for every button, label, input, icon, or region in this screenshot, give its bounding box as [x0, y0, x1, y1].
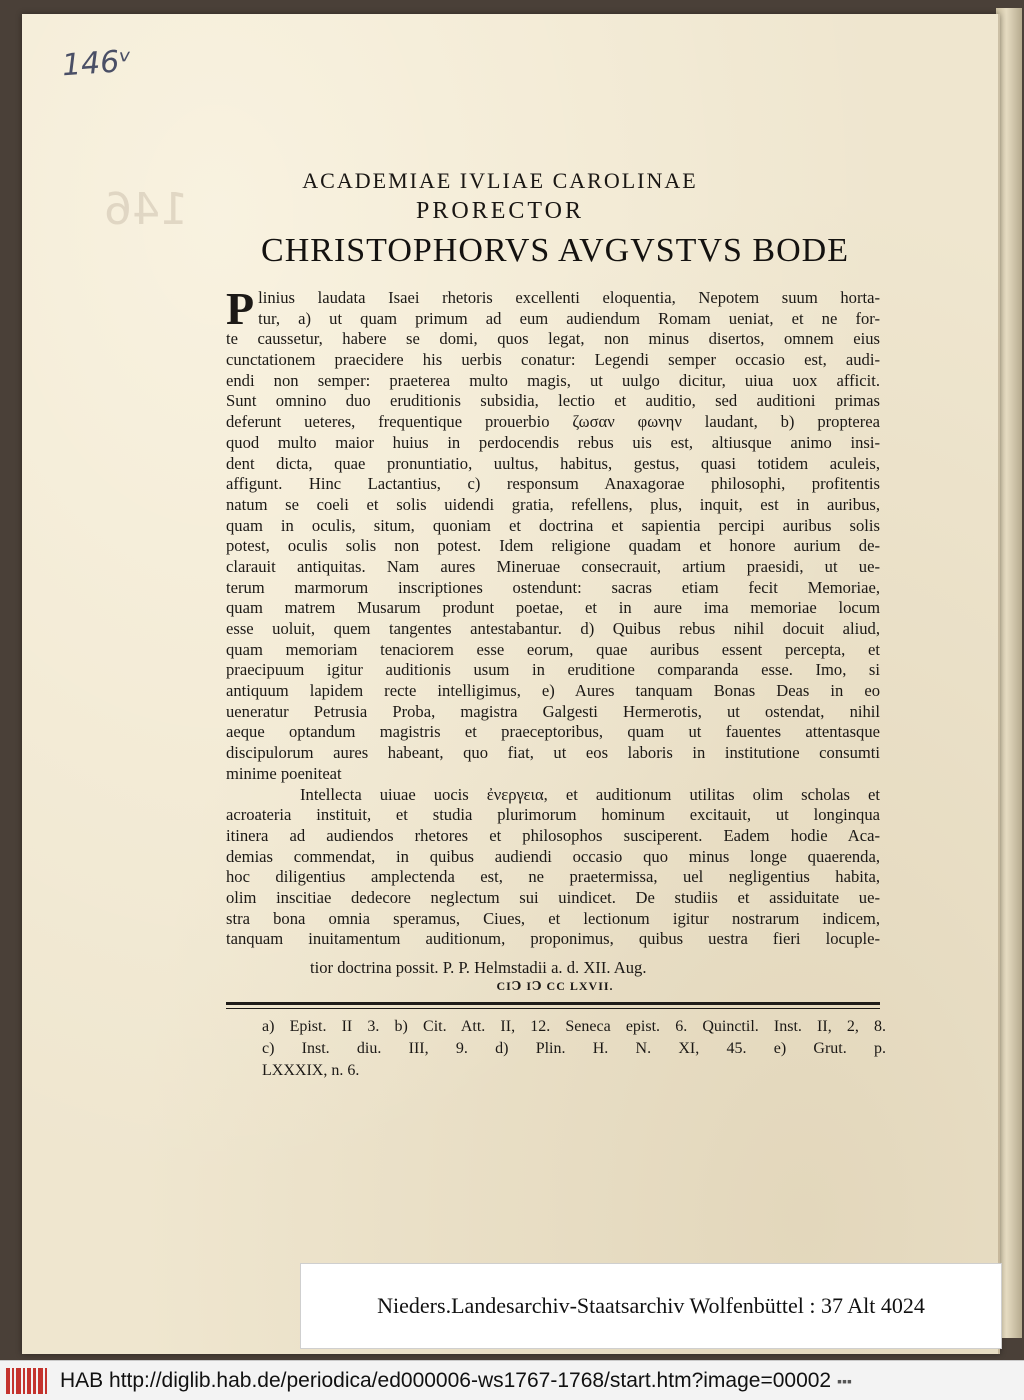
body-line: ueneratur Petrusia Proba, magistra Galgesti Hermerotis, ut ostendat, nihil: [226, 701, 880, 721]
body-line: quam in oculis, situm, quoniam et doctrina et sapientia percipi auribus solis: [226, 515, 880, 535]
handwritten-folio-number: 146ᵛ: [60, 43, 133, 84]
body-line: cunctationem praecidere his uerbis conatur: Legendi semper occasio est, audi-: [226, 350, 880, 370]
body-line: Intellecta uiuae uocis ἐνεργεια, et auditionum utilitas olim scholas et: [300, 784, 880, 804]
archive-label: Nieders.Landesarchiv-Staatsarchiv Wolfenbüttel : 37 Alt 4024: [300, 1263, 1002, 1349]
body-line: natum se coeli et solis uidendi gratia, refellens, plus, inquit, est in auribus,: [226, 494, 880, 514]
body-line: tanquam inuitamentum auditionum, proponimus, quibus uestra fieri locuple-: [226, 929, 880, 949]
body-line: praecipuum igitur auditionis usum in eruditione comparanda esse. Imo, si: [226, 660, 880, 680]
heading-academy: ACADEMIAE IVLIAE CAROLINAE: [302, 168, 698, 193]
body-line: quam memoriam tenaciorem esse eorum, quae auribus essent percepta, et: [226, 639, 880, 659]
footnote-rule-thin: [226, 1008, 880, 1009]
source-url-link[interactable]: HAB http://diglib.hab.de/periodica/ed000006-ws1767-1768/start.htm?image=00002: [60, 1368, 832, 1392]
heading-name: CHRISTOPHORVS AVGVSTVS BODE: [261, 232, 849, 269]
body-text: [226, 283, 880, 950]
body-line: tur, a) ut quam primum ad eum audiendum Romam ueniat, et ne for-: [258, 308, 880, 328]
body-line: aeque optandum magistris et praeceptoribus, quam ut fauentes attentasque: [226, 722, 880, 742]
body-line: te caussetur, habere se domi, quos legat, non minus disertos, omnem eius: [226, 329, 880, 349]
body-line: linius laudata Isaei rhetoris excellenti eloquentia, Nepotem suum horta-: [258, 288, 880, 307]
body-line: affigunt. Hinc Lactantius, c) responsum Anaxagorae philosophi, profitentis: [226, 474, 880, 494]
drop-cap: P: [226, 283, 255, 334]
body-line: esse uoluit, quem tangentes antestabantur. d) Quibus rebus nihil docuit aliud,: [226, 619, 880, 638]
hab-logo-icon: [6, 1368, 52, 1394]
year-roman: CIↃ IↃ CC LXVII.: [496, 979, 614, 993]
more-icon[interactable]: ▪▪▪: [837, 1372, 852, 1389]
body-line: dent dicta, quae pronuntiatio, uultus, habitus, gestus, quasi totidem aculeis,: [226, 453, 880, 473]
body-line: demias commendat, in quibus audiendi occasio quo minus longe quaerenda,: [226, 846, 880, 866]
heading-prorector: PRORECTOR: [416, 198, 584, 224]
body-line: Sunt omnino duo eruditionis subsidia, lectio et auditio, sed auditioni primas: [226, 391, 880, 411]
body-line: clarauit antiquitas. Nam aures Mineruae consecrauit, artium praesidi, ut ue-: [226, 556, 880, 576]
body-line: itinera ad audiendos rhetores et philosophos susciperent. Eadem hodie Aca-: [226, 825, 880, 845]
footnote-line: a) Epist. II 3. b) Cit. Att. II, 12. Seneca epist. 6. Quinctil. Inst. II, 2, 8.: [262, 1018, 886, 1035]
body-line: quam matrem Musarum produnt poetae, et in aure ima memoriae locum: [226, 598, 880, 618]
body-line: discipulorum aures habeant, quo fiat, ut eos laboris in institutione consumti: [226, 743, 880, 763]
footnote-line: LXXXIX, n. 6.: [262, 1062, 360, 1079]
body-line: acroateria instituit, et studia plurimorum hominum excitauit, ut longinqua: [226, 805, 880, 825]
body-line: quod multo maior huius in perdocendis rebus uis est, altiusque animo insi-: [226, 432, 880, 452]
body-line: endi non semper: praeterea multo magis, ut uulgo dicitur, uiua uox afficit.: [226, 370, 880, 390]
body-line: potest, oculis solis non potest. Idem religione quadam et honore aurium de-: [226, 536, 880, 556]
show-through-folio-mark: 146: [104, 184, 188, 235]
body-line: olim inscitiae dedecore neglectum sui uindicet. De studiis et assiduitate ue-: [226, 887, 880, 907]
footnotes: [262, 1016, 886, 1082]
footer-bar: [0, 1360, 1024, 1400]
body-line: hoc diligentius amplectenda est, ne praetermissa, uel negligentius habita,: [226, 867, 880, 887]
footnote-rule: [226, 1002, 880, 1005]
body-line: deferunt ueteres, frequentique prouerbio ζωσαν φωνην laudant, b) propterea: [226, 412, 880, 432]
body-line: terum marmorum inscriptiones ostendunt: sacras etiam fecit Memoriae,: [226, 577, 880, 597]
date-line: tior doctrina possit. P. P. Helmstadii a. d. XII. Aug.: [310, 958, 647, 977]
body-line: minime poeniteat: [226, 763, 342, 783]
body-line: antiquum lapidem recte intelligimus, e) Aures tanquam Bonas Deas in eo: [226, 681, 880, 701]
footnote-line: c) Inst. diu. III, 9. d) Plin. H. N. XI, 45. e) Grut. p.: [262, 1040, 886, 1057]
body-line: stra bona omnia speramus, Ciues, et lectionum igitur nostrarum indicem,: [226, 908, 880, 928]
